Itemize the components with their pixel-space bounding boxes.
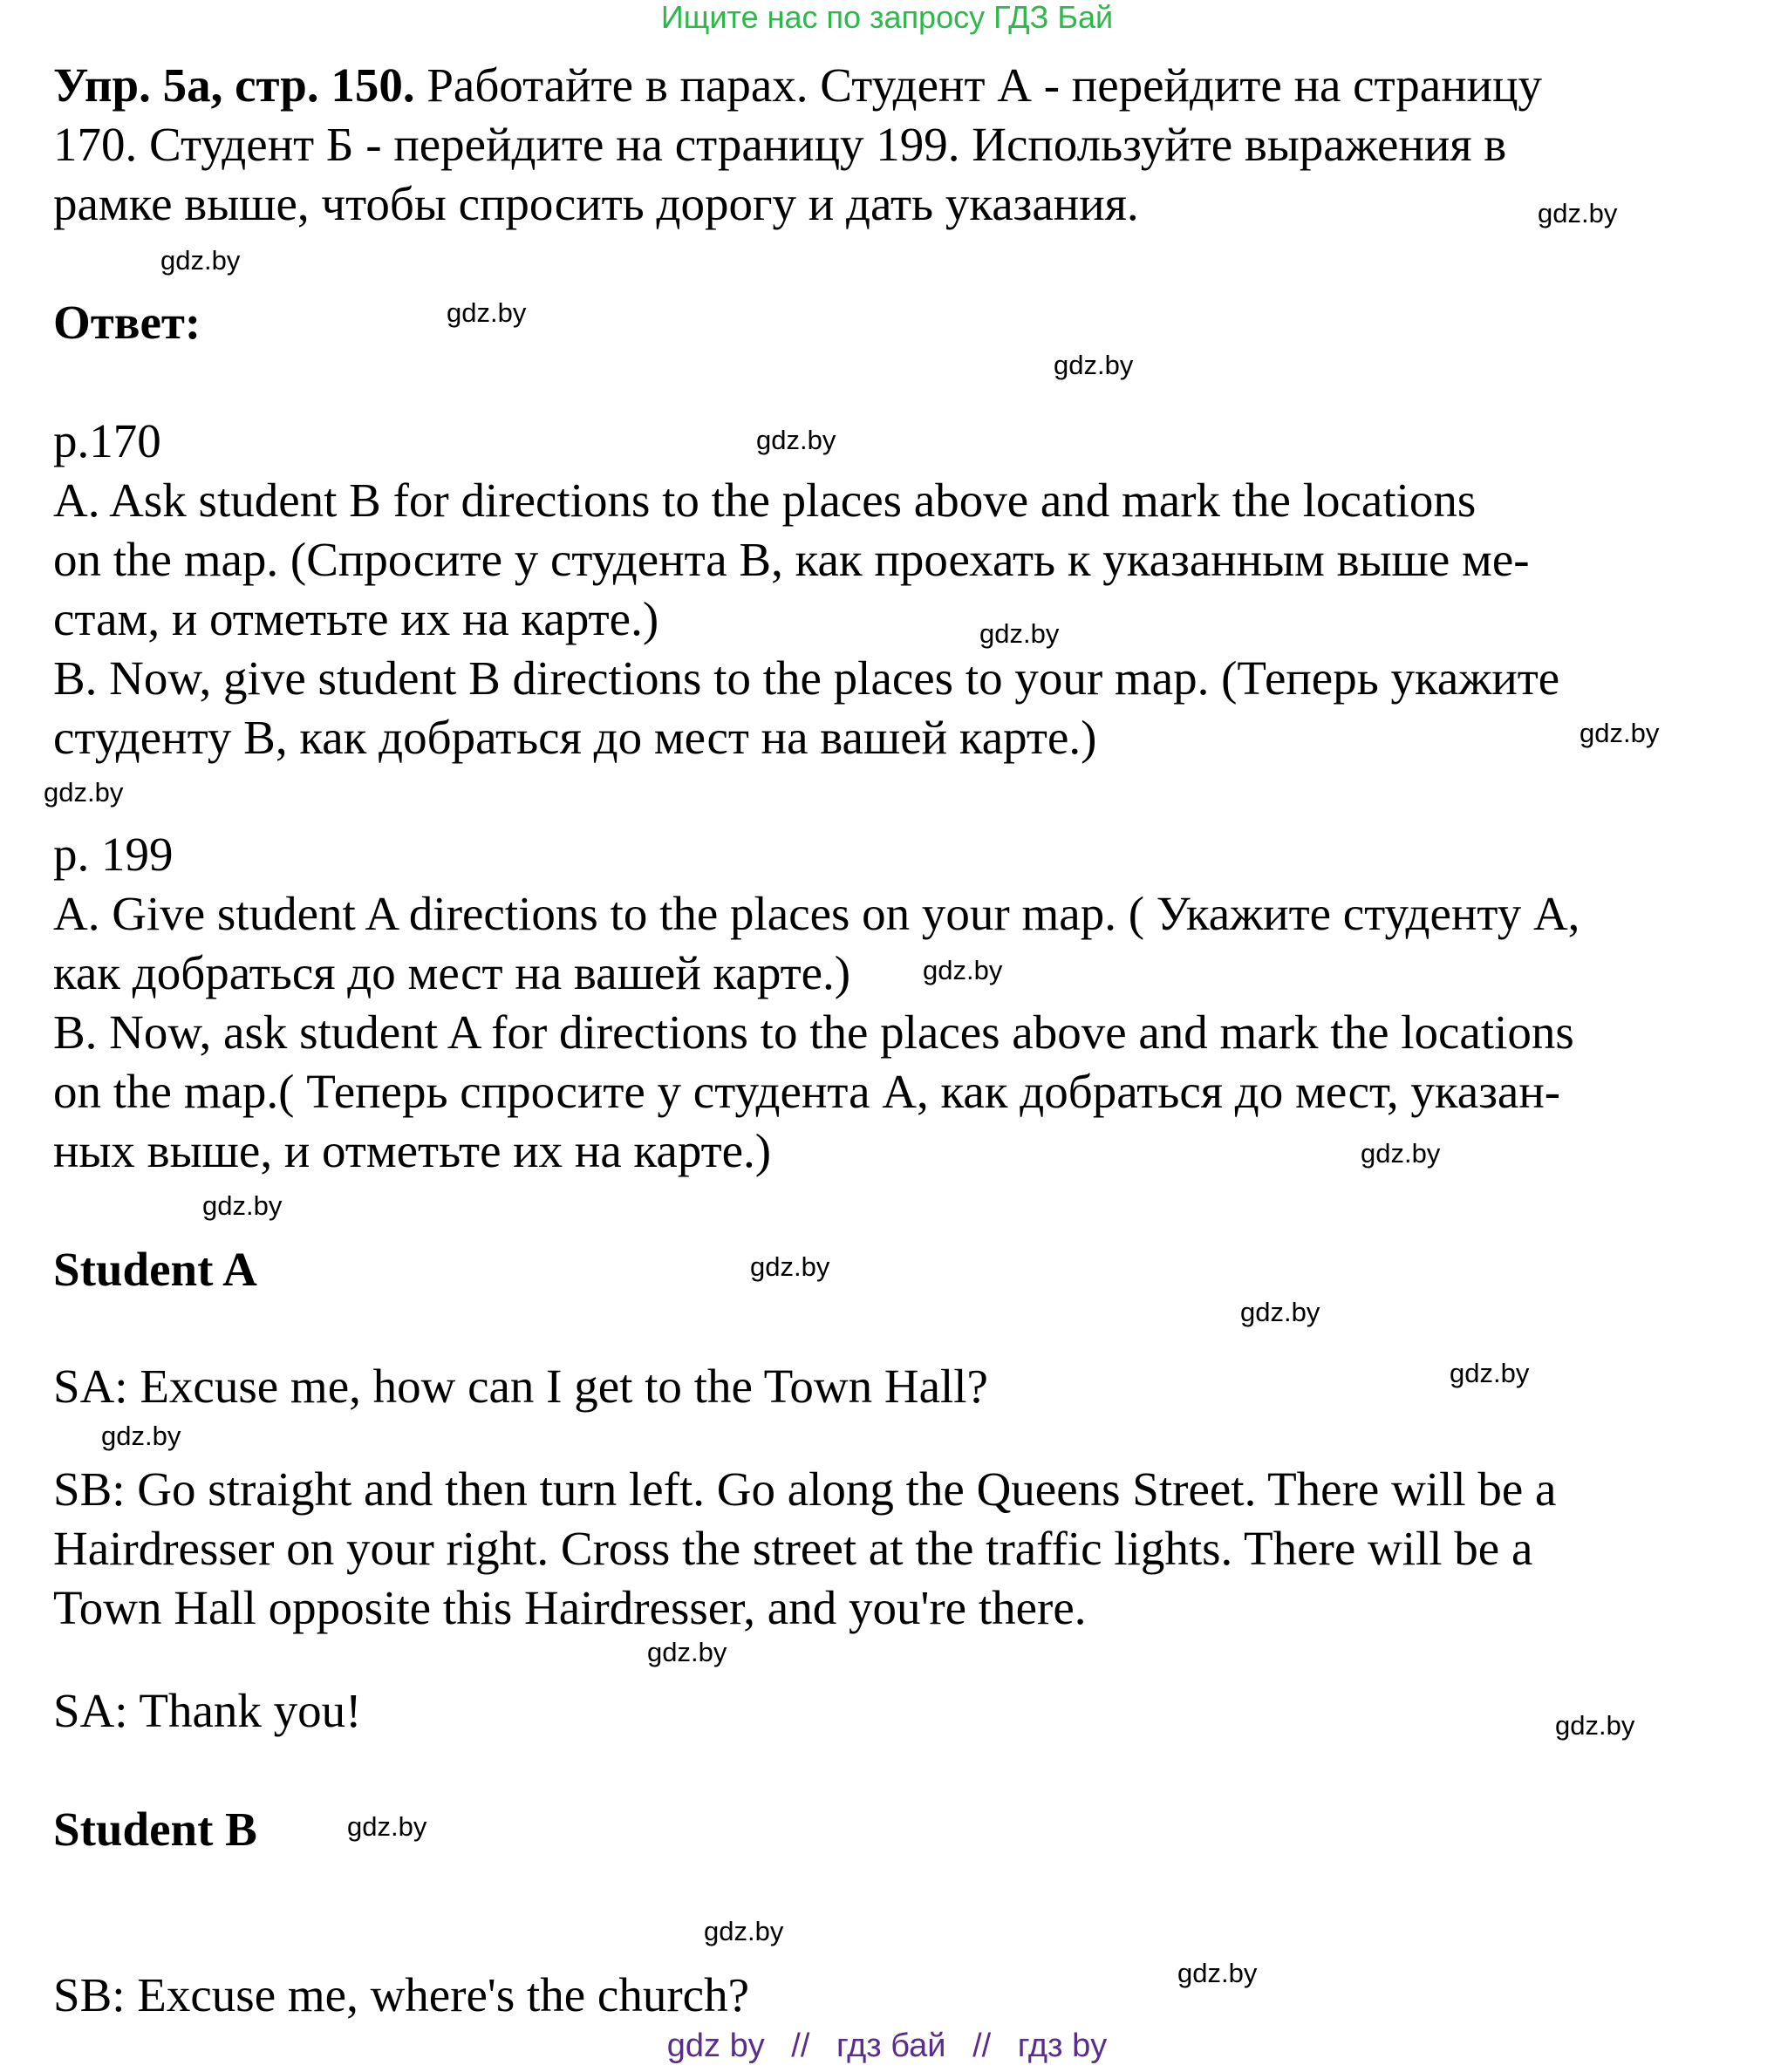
- p170-line-1: A. Ask student B for directions to the places above and mark the locations: [53, 474, 1477, 527]
- student-b-sb-question: SB: Excuse me, where's the church?: [53, 1968, 749, 2021]
- p170-title: p.170: [53, 414, 161, 467]
- task-label: Упр. 5а, стр. 150.: [53, 58, 415, 112]
- p199-line-2: как добраться до мест на вашей карте.): [53, 946, 851, 999]
- watermark: gdz.by: [756, 425, 836, 455]
- task-line-3: рамке выше, чтобы спросить дорогу и дать указания.: [53, 177, 1139, 230]
- p199-line-4: on the map.( Теперь спросите у студента А, как добраться до мест, указан-: [53, 1065, 1561, 1118]
- p170-line-2: on the map. (Спросите у студента В, как проехать к указанным выше ме-: [53, 533, 1530, 586]
- footer: [0, 2027, 1774, 2065]
- watermark: gdz.by: [1580, 718, 1660, 748]
- watermark: gdz.by: [347, 1811, 427, 1842]
- watermark: gdz.by: [1538, 198, 1618, 228]
- task-text-1: Работайте в парах. Студент А - перейдите на страницу: [426, 58, 1542, 112]
- answer-heading: Ответ:: [53, 296, 201, 349]
- watermark: gdz.by: [1450, 1358, 1530, 1388]
- p170-line-4: B. Now, give student B directions to the places to your map. (Теперь укажите: [53, 651, 1560, 705]
- watermark: gdz.by: [447, 297, 527, 328]
- watermark: gdz.by: [1054, 350, 1134, 380]
- watermark: gdz.by: [647, 1637, 727, 1667]
- student-a-sb-line-2: Hairdresser on your right. Cross the street at the traffic lights. There will be a: [53, 1522, 1533, 1575]
- watermark: gdz.by: [704, 1916, 784, 1946]
- watermark: gdz.by: [101, 1421, 181, 1451]
- watermark: gdz.by: [750, 1251, 830, 1282]
- p170-line-5: студенту В, как добраться до мест на вашей карте.): [53, 711, 1097, 764]
- watermark: gdz.by: [923, 955, 1003, 985]
- watermark: gdz.by: [979, 618, 1060, 649]
- watermark: gdz.by: [1240, 1297, 1320, 1327]
- watermark: gdz.by: [1555, 1710, 1635, 1741]
- watermark: gdz.by: [160, 245, 241, 276]
- student-a-heading: Student A: [53, 1243, 257, 1296]
- footer-separator: //: [791, 2028, 810, 2064]
- p199-line-5: ных выше, и отметьте их на карте.): [53, 1124, 772, 1177]
- footer-separator: //: [972, 2028, 992, 2064]
- task-line-1: [53, 56, 1542, 115]
- p199-title: p. 199: [53, 828, 174, 881]
- student-a-sb-line-3: Town Hall opposite this Hairdresser, and you're there.: [53, 1581, 1087, 1634]
- p199-line-3: B. Now, ask student A for directions to the places above and mark the locations: [53, 1005, 1574, 1059]
- watermark: gdz.by: [1177, 1958, 1258, 1988]
- p170-line-3: стам, и отметьте их на карте.): [53, 592, 659, 645]
- student-b-heading: Student B: [53, 1803, 257, 1856]
- task-line-2: 170. Студент Б - перейдите на страницу 199. Используйте выражения в: [53, 118, 1507, 171]
- footer-link-gdz-by[interactable]: gdz by: [666, 2028, 765, 2064]
- p199-line-1: A. Give student A directions to the places on your map. ( Укажите студенту А,: [53, 887, 1580, 940]
- footer-link-gdz-bai[interactable]: гдз бай: [836, 2028, 946, 2064]
- top-banner: Ищите нас по запросу ГДЗ Бай: [660, 0, 1114, 35]
- student-a-sb-line-1: SB: Go straight and then turn left. Go along the Queens Street. There will be a: [53, 1462, 1557, 1516]
- watermark: gdz.by: [1361, 1138, 1441, 1169]
- watermark: gdz.by: [44, 777, 124, 808]
- footer-link-gdz-by-cyr[interactable]: гдз by: [1017, 2028, 1108, 2064]
- watermark: gdz.by: [202, 1190, 283, 1221]
- student-a-sa-question: SA: Excuse me, how can I get to the Town Hall?: [53, 1360, 988, 1413]
- student-a-sa-thanks: SA: Thank you!: [53, 1684, 362, 1737]
